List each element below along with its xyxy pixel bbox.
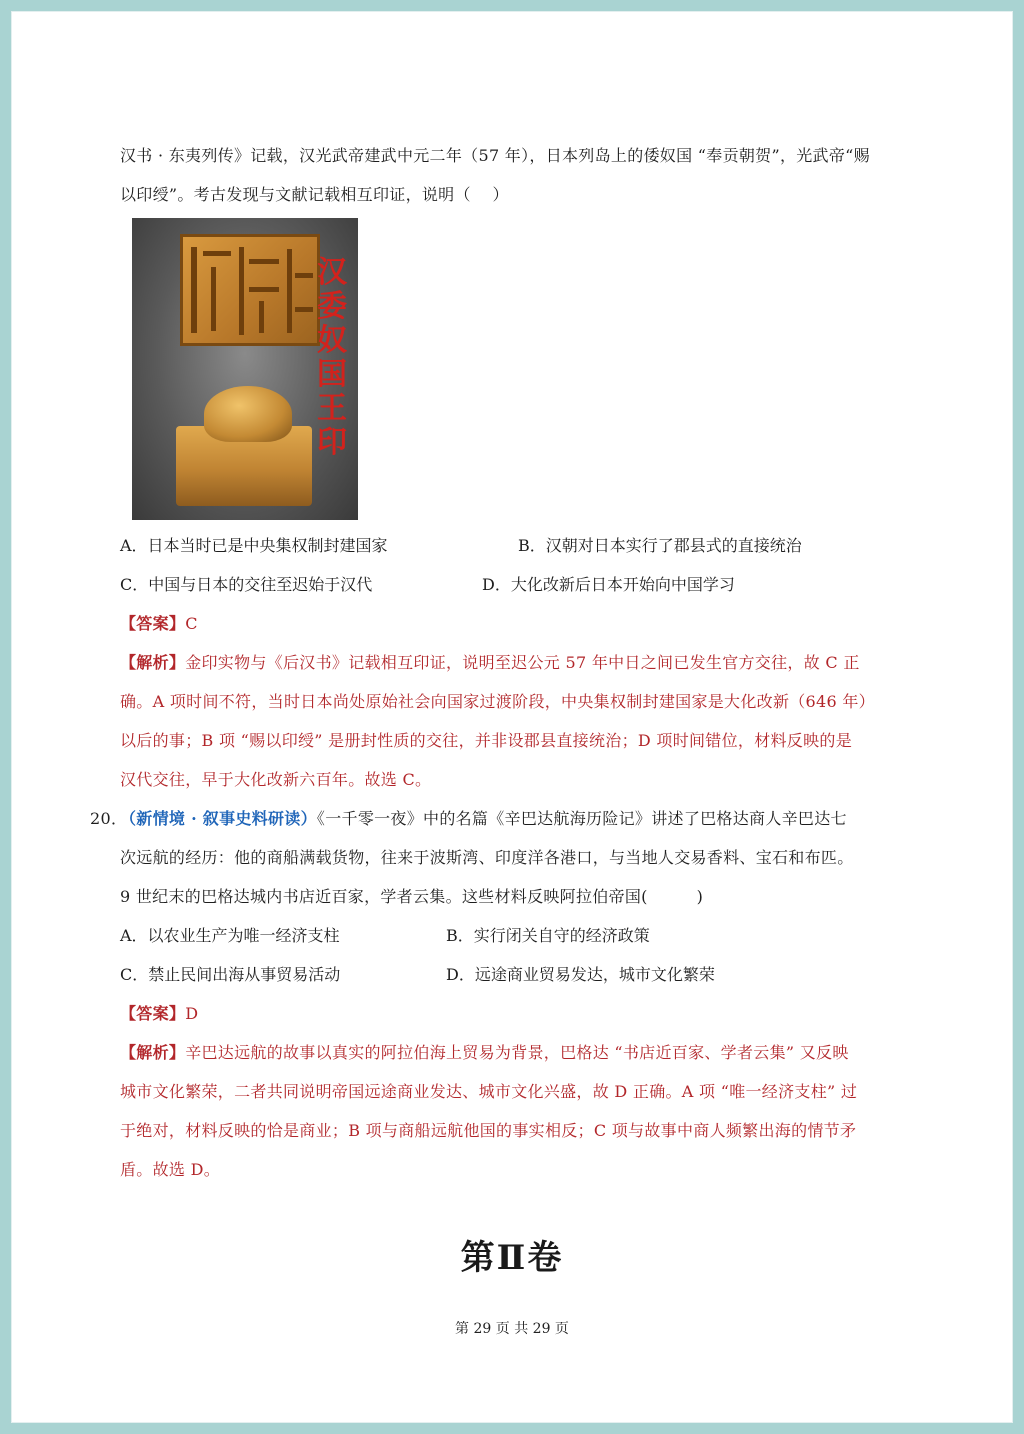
analysis-text: 辛巴达远航的故事以真实的阿拉伯海上贸易为背景，巴格达 “书店近百家、学者云集” 又反映 — [185, 1043, 849, 1062]
question-number: 20． — [90, 809, 128, 828]
analysis-text: 金印实物与《后汉书》记载相互印证，说明至迟公元 57 年中日之间已发生官方交往，故 C 正 — [185, 653, 860, 672]
answer-value: C — [185, 614, 198, 633]
q20-option-d[interactable]: D．远途商业贸易发达，城市文化繁荣 — [446, 965, 715, 984]
q20-context-tag: （新情境 · 叙事史料研读） — [120, 809, 317, 828]
seal-caption: 汉委奴国王印 — [317, 255, 347, 460]
q19-stem-line2: 以印绶”。考古发现与文献记载相互印证，说明（ ） — [120, 185, 509, 204]
q20-stem-line3: 9 世纪末的巴格达城内书店近百家，学者云集。这些材料反映阿拉伯帝国( ) — [120, 887, 704, 906]
q20-options-row2 — [120, 955, 920, 994]
section-title: 第Ⅱ卷 — [460, 1238, 564, 1278]
q19-option-a[interactable]: A．日本当时已是中央集权制封建国家 — [120, 536, 388, 555]
q20-analysis-line1 — [120, 1033, 920, 1072]
q19-option-b[interactable]: B．汉朝对日本实行了郡县式的直接统治 — [518, 536, 802, 555]
q20-stem-line2: 次远航的经历：他的商船满载货物，往来于波斯湾、印度洋各港口，与当地人交易香料、宝石和布匹。 — [120, 848, 854, 867]
q19-stem-line1: 汉书 · 东夷列传》记载，汉光武帝建武中元二年（57 年），日本列岛上的倭奴国 “奉贡朝贺”，光武帝“赐 — [120, 146, 870, 165]
q20-stem-line1 — [90, 799, 920, 838]
answer-tag: 【答案】 — [120, 614, 186, 633]
answer-tag: 【答案】 — [120, 1004, 186, 1023]
answer-value: D — [185, 1004, 199, 1023]
q19-analysis-line3: 以后的事；B 项 “赐以印绶” 是册封性质的交往，并非设郡县直接统治；D 项时间错位，材料反映的是 — [120, 731, 852, 750]
q20-analysis-line3: 于绝对，材料反映的恰是商业；B 项与商船远航他国的事实相反；C 项与故事中商人频繁出海的情节矛 — [120, 1121, 857, 1140]
document-body — [90, 136, 920, 1189]
analysis-tag: 【解析】 — [120, 653, 186, 672]
q19-analysis-line1 — [120, 643, 920, 682]
page-footer: 第 29 页 共 29 页 — [455, 1321, 569, 1337]
q19-analysis-line2: 确。A 项时间不符，当时日本尚处原始社会向国家过渡阶段，中央集权制封建国家是大化改新（646 年） — [120, 692, 875, 711]
seal-face-image — [180, 234, 320, 346]
analysis-tag: 【解析】 — [120, 1043, 186, 1062]
q19-answer — [120, 604, 920, 643]
q20-stem-text: 《一千零一夜》中的名篇《辛巴达航海历险记》讲述了巴格达商人辛巴达七 — [316, 809, 847, 828]
q20-analysis-line4: 盾。故选 D。 — [120, 1160, 221, 1179]
q20-option-c[interactable]: C．禁止民间出海从事贸易活动 — [120, 965, 341, 984]
q19-option-c[interactable]: C．中国与日本的交往至迟始于汉代 — [120, 575, 373, 594]
q20-analysis-line2: 城市文化繁荣，二者共同说明帝国远途商业发达、城市文化兴盛，故 D 正确。A 项 “唯一经济支柱” 过 — [120, 1082, 858, 1101]
seal-snake-knob-image — [204, 386, 292, 442]
q19-option-d[interactable]: D．大化改新后日本开始向中国学习 — [482, 575, 735, 594]
q20-options-row1 — [120, 916, 920, 955]
q20-option-b[interactable]: B．实行闭关自守的经济政策 — [446, 926, 650, 945]
q20-answer — [120, 994, 920, 1033]
q19-analysis-line4: 汉代交往，早于大化改新六百年。故选 C。 — [120, 770, 432, 789]
gold-seal-photo — [132, 218, 358, 520]
q19-options-row1 — [120, 526, 920, 565]
q20-option-a[interactable]: A．以农业生产为唯一经济支柱 — [120, 926, 340, 945]
q19-options-row2 — [120, 565, 920, 604]
